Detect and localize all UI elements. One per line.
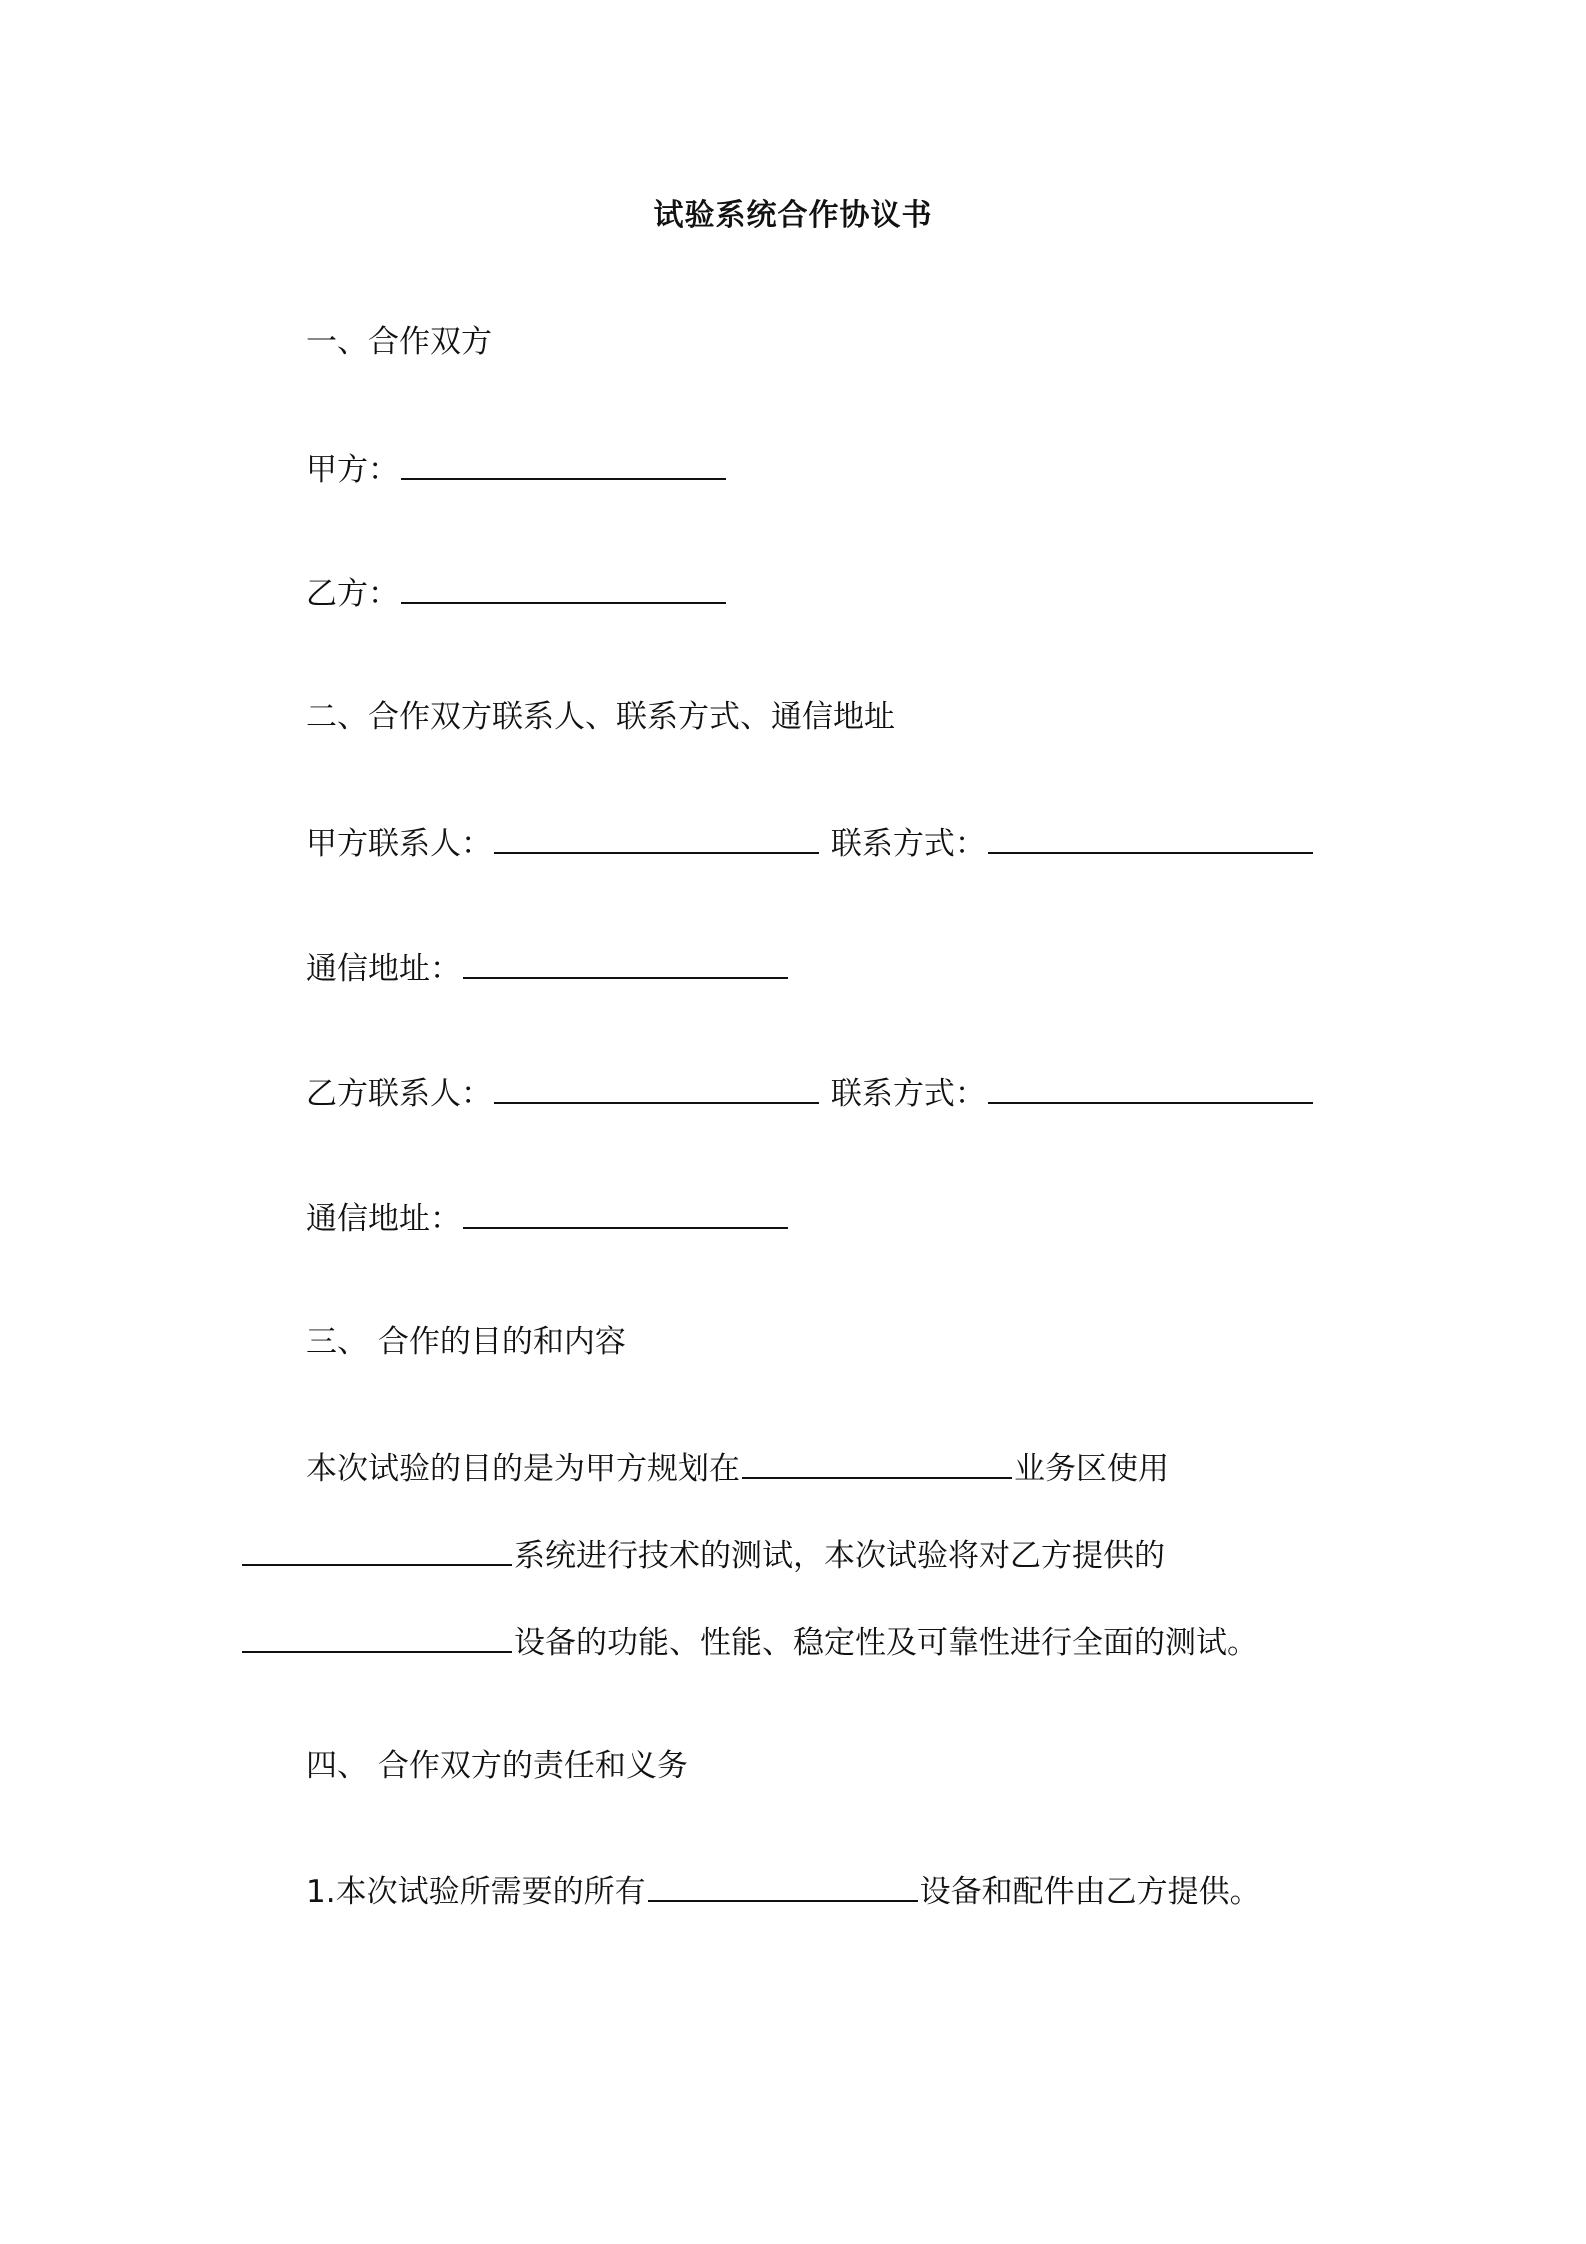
section-4-item-1 <box>306 1868 1261 1914</box>
party-b-contact-label: 乙方联系人： <box>306 1076 492 1112</box>
section-3-paragraph-line-2 <box>240 1532 1165 1578</box>
section-4-item-1-text-1: 1.本次试验所需要的所有 <box>306 1874 646 1910</box>
document-title: 试验系统合作协议书 <box>653 198 933 233</box>
section-3-heading: 三、 合作的目的和内容 <box>306 1324 626 1360</box>
section-3-text-2: 业务区使用 <box>1014 1451 1169 1487</box>
party-a-label: 甲方： <box>306 452 399 488</box>
system-blank <box>242 1532 512 1566</box>
section-3-paragraph-line-3 <box>240 1619 1258 1665</box>
party-b-label: 乙方： <box>306 576 399 612</box>
section-1-heading: 一、合作双方 <box>306 324 492 360</box>
party-a-line <box>306 446 728 492</box>
party-b-contact-line <box>306 1070 1315 1116</box>
party-b-address-blank <box>463 1195 788 1229</box>
party-b-address-label: 通信地址： <box>306 1201 461 1237</box>
section-3-text-4: 设备的功能、性能、稳定性及可靠性进行全面的测试。 <box>514 1625 1258 1661</box>
section-4-item-1-text-2: 设备和配件由乙方提供。 <box>919 1874 1261 1910</box>
party-b-phone-label: 联系方式： <box>830 1076 986 1112</box>
equipment-blank <box>242 1619 512 1653</box>
party-a-blank <box>401 446 726 480</box>
party-b-phone-blank <box>988 1070 1313 1104</box>
section-3-paragraph-line-1 <box>306 1445 1169 1491</box>
section-3-text-3: 系统进行技术的测试，本次试验将对乙方提供的 <box>514 1538 1165 1574</box>
section-3-text-1: 本次试验的目的是为甲方规划在 <box>306 1451 740 1487</box>
section-2-heading: 二、合作双方联系人、联系方式、通信地址 <box>306 699 895 735</box>
party-b-blank <box>401 570 726 604</box>
party-b-address-line <box>306 1195 790 1241</box>
party-a-contact-line <box>306 820 1315 866</box>
required-equipment-blank <box>648 1868 918 1902</box>
party-a-contact-label: 甲方联系人： <box>306 826 492 862</box>
party-b-line <box>306 570 728 616</box>
party-a-address-label: 通信地址： <box>306 951 461 987</box>
party-a-contact-blank <box>494 820 819 854</box>
party-a-address-blank <box>463 945 788 979</box>
business-area-blank <box>742 1445 1012 1479</box>
party-a-address-line <box>306 945 790 991</box>
party-a-phone-label: 联系方式： <box>830 826 986 862</box>
party-b-contact-blank <box>494 1070 819 1104</box>
party-a-phone-blank <box>988 820 1313 854</box>
section-4-heading: 四、 合作双方的责任和义务 <box>306 1748 688 1784</box>
